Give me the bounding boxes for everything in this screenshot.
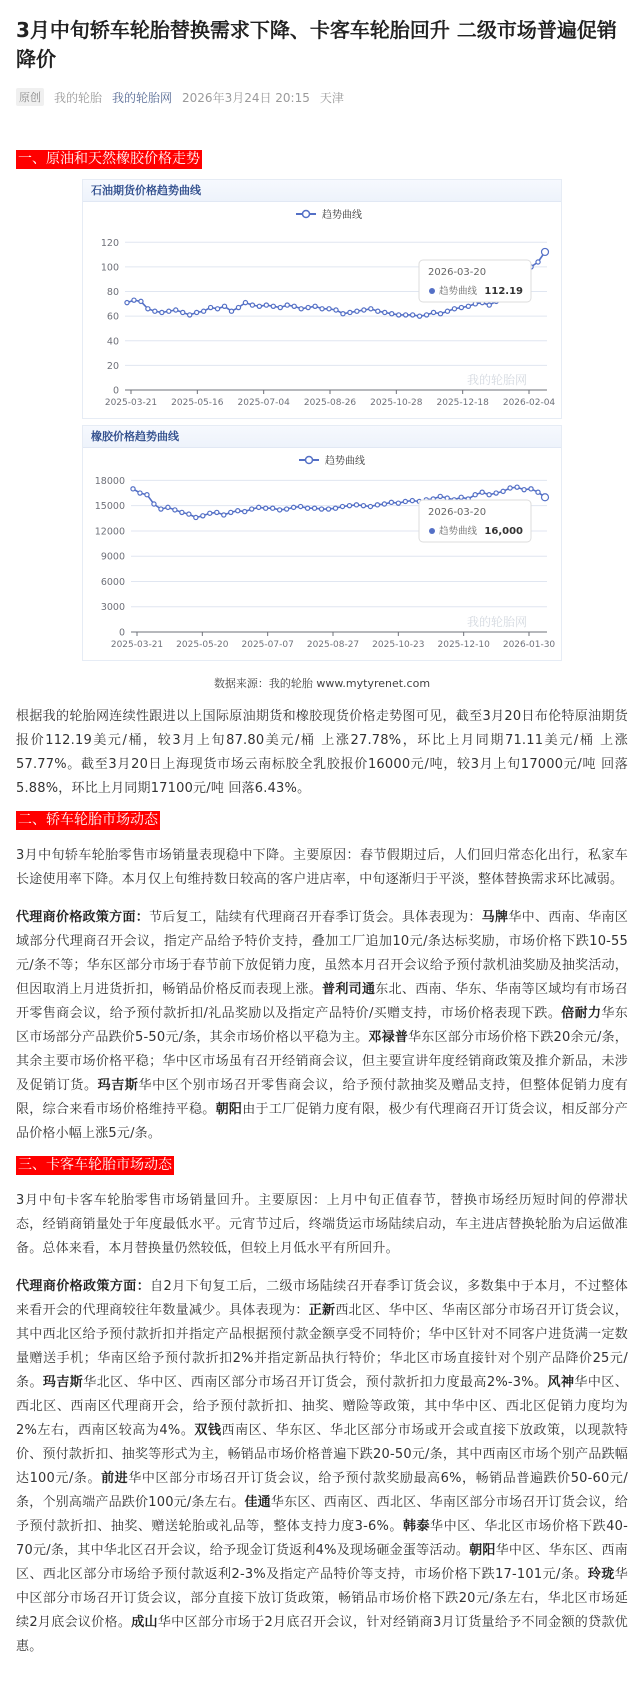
x-tick-label: 2025-07-07 [241, 640, 294, 650]
bold-term: 韩泰 [402, 1519, 431, 1534]
data-point[interactable] [159, 507, 163, 511]
data-point[interactable] [487, 303, 491, 307]
rubber-price-chart [82, 425, 562, 661]
oil-price-chart [82, 179, 562, 419]
data-point[interactable] [125, 301, 129, 305]
bold-term: 代理商价格政策方面： [16, 1279, 151, 1294]
data-point[interactable] [236, 509, 240, 513]
data-point[interactable] [167, 309, 171, 313]
data-point[interactable] [132, 298, 136, 302]
legend-label: 趋势曲线 [325, 456, 365, 467]
data-point[interactable] [508, 486, 512, 490]
section-heading-1: 一、原油和天然橡胶价格走势 [18, 151, 200, 167]
data-point[interactable] [174, 308, 178, 312]
section-heading-2: 二、轿车轮胎市场动态 [18, 812, 158, 828]
data-point[interactable] [326, 507, 330, 511]
data-point[interactable] [229, 510, 233, 514]
data-point[interactable] [487, 493, 491, 497]
data-point[interactable] [376, 309, 380, 313]
text-run: 华中区、华北区市场价格下跌40-70元/条，其中华北区召开会议，给予现金订货返利4%及现场砸金蛋等活动。 [16, 1519, 628, 1558]
y-tick-label: 18000 [94, 475, 125, 487]
data-point[interactable] [480, 490, 484, 494]
data-point[interactable] [215, 510, 219, 514]
data-point[interactable] [536, 490, 540, 494]
data-point[interactable] [354, 503, 358, 507]
data-point[interactable] [369, 307, 373, 311]
data-point[interactable] [243, 301, 247, 305]
data-point[interactable] [403, 499, 407, 503]
x-tick-label: 2025-12-18 [436, 398, 489, 408]
data-point[interactable] [327, 307, 331, 311]
text-run: 东北、西南、华东、华南等区域均有市场召开零售商会议，给予预付款折扣/礼品奖励以及指定产品特价/买赠支持，市场价格表现下跌。 [16, 982, 628, 1021]
original-tag: 原创 [16, 88, 44, 106]
paragraph-truck-dealer-policy [16, 1275, 628, 1659]
bold-term: 马牌 [481, 910, 509, 925]
legend-label: 趋势曲线 [322, 210, 362, 221]
data-point[interactable] [333, 506, 337, 510]
y-tick-label: 12000 [94, 526, 125, 538]
data-point[interactable] [195, 310, 199, 314]
text-run: 华中区、华东区、西南区、西北区部分市场给予预付款返利2-3%及指定产品特价等支持，市场价格下跌17-101元/条。 [16, 1543, 628, 1582]
data-point[interactable] [312, 506, 316, 510]
data-point[interactable] [396, 501, 400, 505]
data-point[interactable] [131, 487, 135, 491]
y-tick-label: 40 [106, 336, 119, 348]
y-tick-label: 6000 [100, 576, 125, 588]
bold-term: 正新 [308, 1303, 336, 1318]
data-point[interactable] [418, 314, 422, 318]
text-run: 华北区、华中区、西南区部分市场召开订货会，预付款折扣力度最高2%-3%。 [83, 1375, 548, 1390]
y-tick-label: 80 [106, 287, 119, 299]
data-point[interactable] [501, 489, 505, 493]
data-point[interactable] [278, 305, 282, 309]
data-point[interactable] [180, 510, 184, 514]
bold-term: 风神 [547, 1375, 575, 1390]
paragraph-car-dealer-policy [16, 906, 628, 1146]
data-point[interactable] [355, 309, 359, 313]
data-point[interactable] [320, 307, 324, 311]
data-point[interactable] [236, 305, 240, 309]
data-point[interactable] [188, 313, 192, 317]
data-point[interactable] [271, 506, 275, 510]
data-point[interactable] [229, 309, 233, 313]
data-point[interactable] [362, 308, 366, 312]
watermark-text: 我的轮胎网 [466, 373, 528, 387]
data-point[interactable] [340, 504, 344, 508]
data-point[interactable] [201, 514, 205, 518]
data-point[interactable] [146, 307, 150, 311]
x-tick-label: 2025-12-10 [437, 640, 490, 650]
data-point[interactable] [347, 504, 351, 508]
text-run: 西南区、华东区、华北区部分市场或开会或直接下放政策，以现款特价、预付款折扣、抽奖等形式为主，畅销品市场价格普遍下跌20-50元/条，其中西南区市场个别产品跌幅达100元/条。 [16, 1423, 628, 1486]
data-point[interactable] [209, 305, 213, 309]
data-point[interactable] [215, 307, 219, 311]
data-point[interactable] [438, 494, 442, 498]
bold-term: 代理商价格政策方面： [16, 910, 150, 925]
x-tick-label: 2025-05-20 [176, 640, 229, 650]
chart-tooltip [419, 260, 531, 302]
paragraph-car-tire-market: 3月中旬轿车轮胎零售市场销量表现稳中下降。主要原因：春节假期过后，人们回归常态化出行，私家车长途使用率下降。本月仅上旬维持数日较高的客户进店率，中旬逐渐归于平淡，整体替换需求环比减弱。 [16, 848, 628, 887]
data-point[interactable] [194, 515, 198, 519]
text-run: 华东区部分市场价格下跌20余元/条，其余主要市场价格平稳；华中区市场虽有召开经销商会议，但主要宣讲年度经销商政策及推介新品，未涉及促销订货。 [16, 1030, 629, 1093]
data-point[interactable] [139, 299, 143, 303]
chart-legend[interactable] [296, 208, 362, 221]
data-point[interactable] [452, 307, 456, 311]
data-point[interactable] [160, 310, 164, 314]
text-run: 华中区部分市场于2月底召开会议，针对经销商3月订货量给予不同金额的贷款优惠。 [16, 1615, 628, 1654]
data-point[interactable] [459, 305, 463, 309]
data-point[interactable] [285, 303, 289, 307]
data-point[interactable] [278, 508, 282, 512]
data-point[interactable] [515, 485, 519, 489]
legend-marker [306, 457, 313, 464]
publish-location: 天津 [319, 90, 344, 105]
chart-legend[interactable] [299, 454, 365, 467]
x-tick-label: 2025-10-28 [370, 398, 423, 408]
tooltip-value: 112.19 [484, 286, 523, 297]
chart-caption: 数据来源：我的轮胎 www.mytyrenet.com [213, 677, 431, 690]
paragraph-truck-tire-market: 3月中旬卡客车轮胎零售市场销量回升。主要原因：上月中旬正值春节，替换市场经历短时间的停滞状态，经销商销量处于年度最低水平。元宵节过后，终端货运市场陆续启动，车主进店替换轮胎为启运做准备。总体来看，本月替换量仍然较低，但较上月低水平有所回升。 [16, 1193, 628, 1256]
data-point[interactable] [411, 313, 415, 317]
bold-term: 前进 [101, 1471, 129, 1486]
data-point[interactable] [181, 310, 185, 314]
data-point[interactable] [257, 505, 261, 509]
data-point[interactable] [166, 505, 170, 509]
article-title: 3月中旬轿车轮胎替换需求下降、卡客车轮胎回升 二级市场普遍促销降价 [16, 18, 617, 71]
data-point[interactable] [138, 491, 142, 495]
data-point[interactable] [410, 499, 414, 503]
text-run: 华东区、西南区、西北区、华南区部分市场召开订货会议，给予预付款折扣、抽奖、赠送轮胎或礼品等，整体支持力度3-6%。 [16, 1495, 628, 1534]
data-point[interactable] [438, 312, 442, 316]
tooltip-marker [429, 528, 435, 534]
y-tick-label: 0 [118, 627, 125, 639]
text-run: 华东区市场部分产品跌价5-50元/条，其余市场价格以平稳为主。 [16, 1006, 628, 1045]
tooltip-value: 16,000 [484, 526, 523, 537]
bold-term: 玛吉斯 [97, 1078, 139, 1093]
rubber-chart-svg [83, 448, 561, 660]
chart-tooltip [419, 500, 531, 542]
tooltip-date: 2026-03-20 [428, 507, 487, 518]
article-meta [16, 88, 628, 106]
bold-term: 邓禄普 [368, 1030, 409, 1045]
tooltip-label: 趋势曲线 [439, 526, 478, 537]
bold-term: 普利司通 [322, 982, 376, 997]
bold-term: 倍耐力 [561, 1006, 602, 1021]
data-point[interactable] [404, 313, 408, 317]
data-point[interactable] [222, 304, 226, 308]
text-run: 由于工厂促销力度有限，极少有代理商召开订货会议，相反部分产品价格小幅上涨5元/条。 [16, 1102, 628, 1141]
data-point[interactable] [368, 504, 372, 508]
data-point[interactable] [397, 313, 401, 317]
text-run: 华中区部分市场召开订货会议，部分直接下放订货政策，畅销品市场价格下跌20元/条左右，华北区市场延续2月底会议价格。 [16, 1567, 628, 1630]
text-run: 西北区、华中区、华南区部分市场召开订货会议，其中西北区给予预付款折扣并指定产品根据预付款金额享受不同特价；华中区针对不同客户进货满一定数量赠送手机；华南区给予预付款折扣2%并指定新品执行特价；华北区市场直接针对个别产品降价25元/条。 [16, 1303, 629, 1390]
data-point[interactable] [257, 304, 261, 308]
data-point[interactable] [542, 494, 549, 501]
data-point[interactable] [522, 488, 526, 492]
x-tick-label: 2026-02-04 [502, 398, 556, 408]
y-tick-label: 120 [100, 237, 119, 249]
data-point[interactable] [292, 505, 296, 509]
data-point[interactable] [431, 310, 435, 314]
bold-term: 玛吉斯 [42, 1375, 84, 1390]
data-point[interactable] [390, 312, 394, 316]
data-point[interactable] [424, 313, 428, 317]
text-run: 华中区个别市场召开零售商会议，给予预付款抽奖及赠品支持，但整体促销力度有限，综合来看市场价格维持平稳。 [16, 1078, 628, 1117]
data-point[interactable] [152, 502, 156, 506]
bold-term: 佳通 [244, 1495, 271, 1510]
data-point[interactable] [313, 304, 317, 308]
data-point[interactable] [285, 507, 289, 511]
x-tick-label: 2025-03-21 [110, 640, 164, 650]
y-tick-label: 15000 [94, 501, 125, 513]
oil-chart-svg [83, 202, 561, 418]
y-tick-label: 20 [106, 360, 119, 372]
data-point[interactable] [348, 310, 352, 314]
data-point[interactable] [494, 491, 498, 495]
data-point[interactable] [459, 495, 463, 499]
data-point[interactable] [187, 512, 191, 516]
y-tick-label: 9000 [100, 551, 125, 563]
paragraph-price-summary: 根据我的轮胎网连续性跟进以上国际原油期货和橡胶现货价格走势图可见，截至3月20日布伦特原油期货报价112.19美元/桶，较3月上旬87.80美元/桶 上涨27.78%，环比上月同期71.11美元/桶 上涨57.77%。截至3月20日上海现货市场云南标胶全乳胶报价16000元/吨，较3月上旬17000元/吨 回落5.88%，环比上月同期17100元/吨 回落6.43%。 [16, 709, 628, 796]
data-point[interactable] [250, 507, 254, 511]
data-point[interactable] [243, 509, 247, 513]
data-point[interactable] [298, 504, 302, 508]
bold-term: 成山 [131, 1615, 158, 1630]
data-point[interactable] [529, 487, 533, 491]
author-name: 我的轮胎 [54, 90, 103, 105]
y-tick-label: 3000 [100, 602, 125, 614]
data-point[interactable] [536, 260, 540, 264]
text-run: 华中区、西北区、西南区代理商开会，给予预付款折扣、抽奖、赠险等政策，其中华中区、西北区促销力度均为2%左右，西南区较高为4%。 [16, 1375, 628, 1438]
data-point[interactable] [271, 304, 275, 308]
text-run: 节后复工，陆续有代理商召开春季订货会。具体表现为： [149, 910, 482, 925]
data-point[interactable] [383, 310, 387, 314]
y-tick-label: 0 [112, 385, 119, 397]
data-point[interactable] [264, 303, 268, 307]
data-point[interactable] [222, 513, 226, 517]
data-point[interactable] [473, 493, 477, 497]
account-link[interactable]: 我的轮胎网 [112, 90, 173, 105]
x-tick-label: 2025-05-16 [171, 398, 224, 408]
data-point[interactable] [389, 500, 393, 504]
x-tick-label: 2025-07-04 [237, 398, 290, 408]
data-point[interactable] [334, 308, 338, 312]
data-point[interactable] [202, 309, 206, 313]
x-tick-label: 2025-10-23 [372, 640, 425, 650]
data-point[interactable] [153, 309, 157, 313]
data-point[interactable] [542, 248, 549, 255]
section-heading-3: 三、卡客车轮胎市场动态 [18, 1157, 172, 1173]
data-point[interactable] [305, 506, 309, 510]
tooltip-date: 2026-03-20 [428, 267, 487, 278]
data-point[interactable] [173, 508, 177, 512]
data-point[interactable] [319, 507, 323, 511]
data-point[interactable] [145, 493, 149, 497]
bold-term: 朝阳 [215, 1102, 243, 1117]
bold-term: 玲珑 [587, 1567, 615, 1582]
data-point[interactable] [445, 309, 449, 313]
data-point[interactable] [361, 504, 365, 508]
watermark-text: 我的轮胎网 [466, 615, 528, 629]
rubber-chart-title: 橡胶价格趋势曲线 [83, 426, 561, 448]
text-run: 华中、西南、华南区域部分代理商召开会议，指定产品给予特价支持，叠加工厂追加10元/条达标奖励，市场价格下跌10-55元/条不等；华东区部分市场于春节前下放促销力度，虽然本月召开会议给予预付款机油奖励及抽奖活动，但因取消上月进货折扣，畅销品价格反而表现上涨。 [16, 910, 628, 997]
y-tick-label: 100 [100, 262, 119, 274]
data-point[interactable] [341, 312, 345, 316]
x-tick-label: 2026-01-30 [502, 640, 556, 650]
x-tick-label: 2025-08-27 [306, 640, 360, 650]
text-run: 自2月下旬复工后，二级市场陆续召开春季订货会议，多数集中于本月，不过整体来看开会的代理商较往年数量减少。具体表现为： [16, 1279, 628, 1318]
data-point[interactable] [299, 307, 303, 311]
data-point[interactable] [382, 502, 386, 506]
data-point[interactable] [250, 303, 254, 307]
data-point[interactable] [466, 304, 470, 308]
bold-term: 双钱 [194, 1423, 222, 1438]
text-run: 华中区部分市场召开订货会议，给予预付款奖励最高6%，畅销品普遍跌价50-60元/条，个别高端产品跌价100元/条左右。 [16, 1471, 629, 1510]
tooltip-label: 趋势曲线 [439, 286, 478, 297]
data-point[interactable] [208, 511, 212, 515]
tooltip-marker [429, 288, 435, 294]
legend-marker [303, 211, 310, 218]
x-tick-label: 2025-08-26 [303, 398, 357, 408]
publish-date: 2026年3月24日 20:15 [182, 90, 310, 105]
y-tick-label: 60 [106, 311, 119, 323]
oil-chart-title: 石油期货价格趋势曲线 [83, 180, 561, 202]
data-point[interactable] [375, 503, 379, 507]
data-point[interactable] [264, 506, 268, 510]
data-point[interactable] [306, 305, 310, 309]
data-point[interactable] [292, 304, 296, 308]
bold-term: 朝阳 [469, 1543, 496, 1558]
x-tick-label: 2025-03-21 [104, 398, 158, 408]
